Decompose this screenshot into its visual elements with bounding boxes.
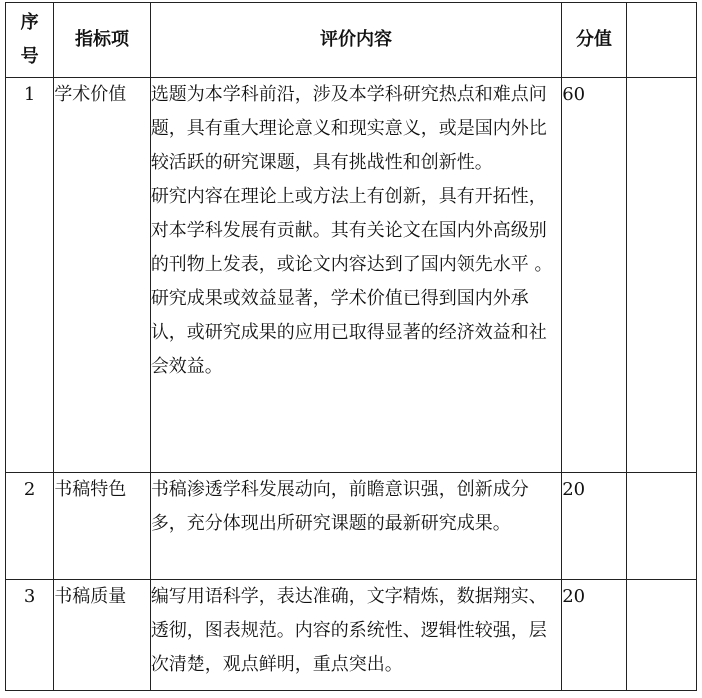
evaluation-table: [5, 2, 697, 691]
row-content: [150, 473, 561, 580]
header-indicator: 指标项: [54, 3, 151, 78]
row-index: 1: [6, 78, 54, 473]
header-index: [6, 3, 54, 78]
table-header-row: [6, 3, 697, 78]
header-score: 分值: [562, 3, 626, 78]
content-paragraph: 编写用语科学，表达准确，文字精炼，数据翔实、透彻，图表规范。内容的系统性、逻辑性较强，层次清楚，观点鲜明，重点突出。: [150, 586, 547, 675]
row-content: [150, 78, 561, 473]
row-content: [150, 580, 561, 691]
content-paragraph: 书稿渗透学科发展动向，前瞻意识强，创新成分多，充分体现出所研究课题的最新研究成果。: [150, 479, 529, 534]
content-paragraph: 研究成果或效益显著，学术价值已得到国内外承认，或研究成果的应用已取得显著的经济效益和社会效益。: [150, 288, 547, 377]
header-content: 评价内容: [150, 3, 561, 78]
row-index: 3: [6, 580, 54, 691]
row-extra: [626, 473, 696, 580]
row-extra: [626, 580, 696, 691]
row-score: 20: [562, 580, 626, 691]
header-extra: [626, 3, 696, 78]
row-score: 60: [562, 78, 626, 473]
row-indicator: 书稿特色: [54, 473, 151, 580]
row-indicator: 学术价值: [54, 78, 151, 473]
row-score: 20: [562, 473, 626, 580]
row-indicator: 书稿质量: [54, 580, 151, 691]
table-row: [6, 580, 697, 691]
row-index: 2: [6, 473, 54, 580]
header-index-label: 序号: [20, 12, 39, 67]
table-row: [6, 473, 697, 580]
table-row: [6, 78, 697, 473]
content-paragraph: 研究内容在理论上或方法上有创新，具有开拓性，对本学科发展有贡献。其有关论文在国内外高级别的刊物上发表，或论文内容达到了国内领先水平 。: [150, 186, 553, 275]
content-paragraph: 选题为本学科前沿，涉及本学科研究热点和难点问题，具有重大理论意义和现实意义，或是国内外比较活跃的研究课题，具有挑战性和创新性。: [150, 84, 547, 173]
row-extra: [626, 78, 696, 473]
